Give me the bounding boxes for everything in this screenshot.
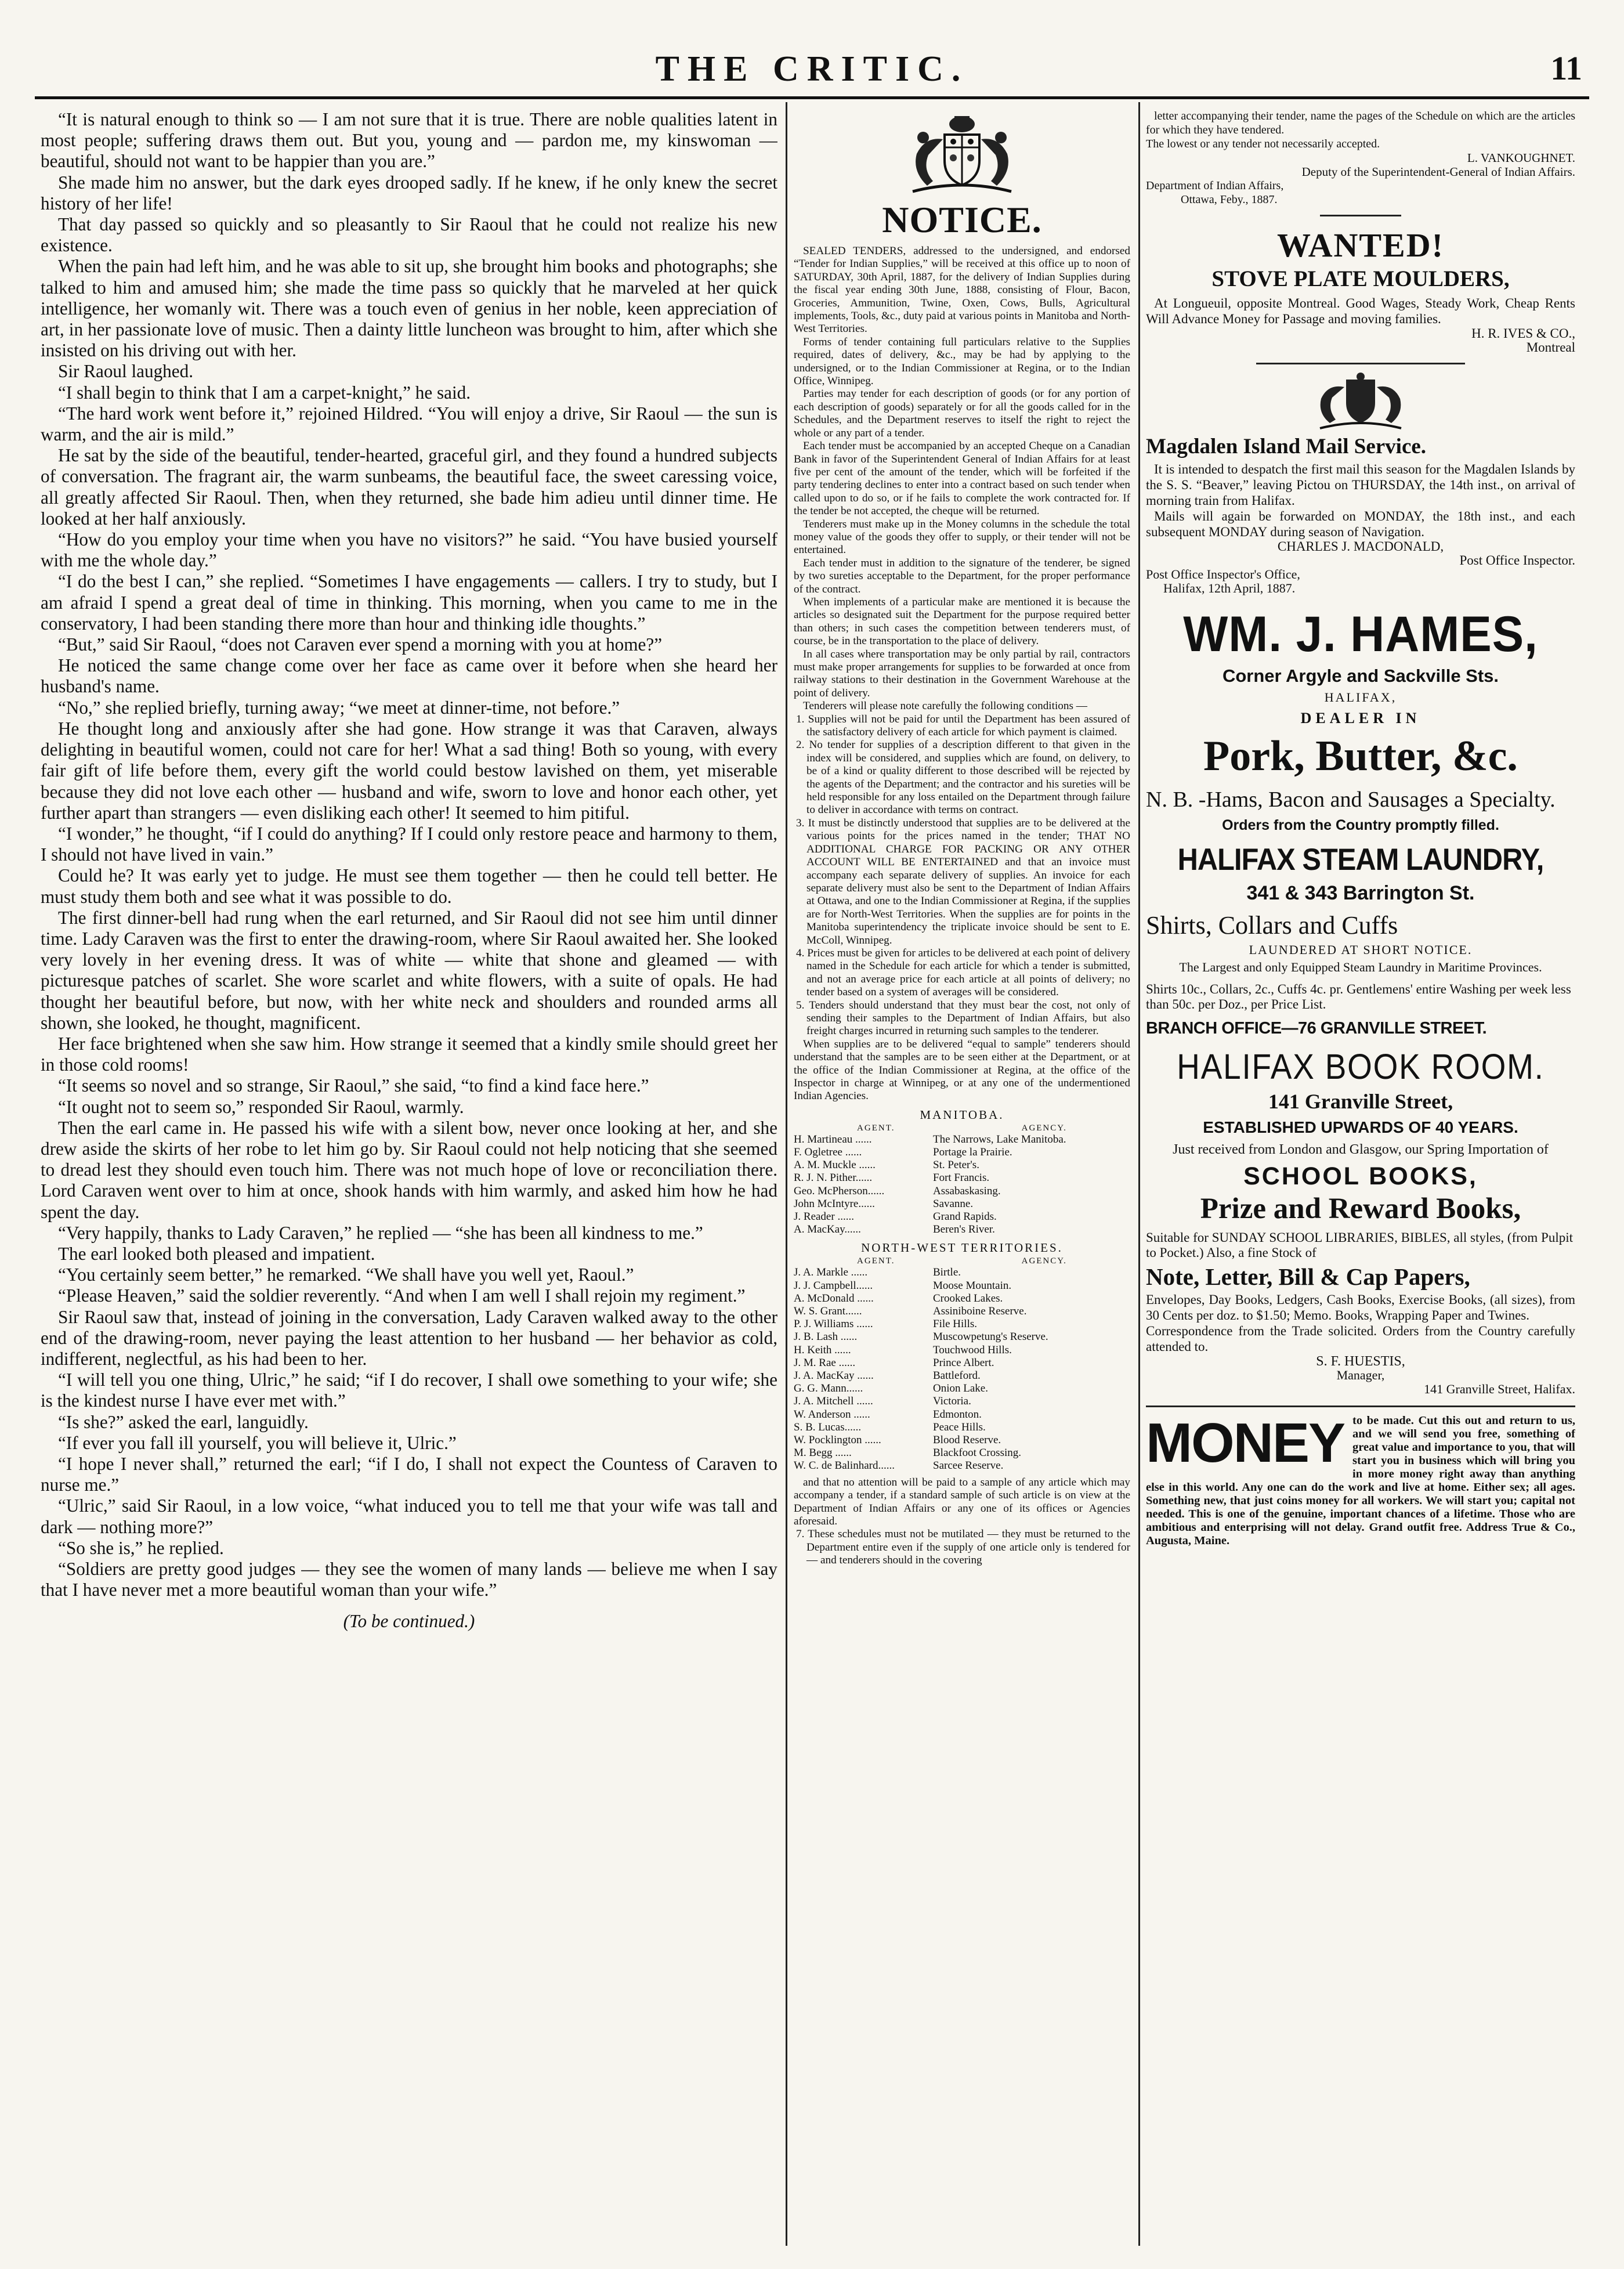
agent-row <box>794 1292 1130 1305</box>
agency-name: Portage la Prairie. <box>933 1146 1012 1159</box>
agency-name: Prince Albert. <box>933 1356 994 1369</box>
bookroom-address: 141 Granville Street, <box>1268 1090 1453 1113</box>
notice-signature-title: Deputy of the Superintendent-General of Indian Affairs. <box>1301 165 1575 179</box>
notice-condition: 4. Prices must be given for articles to be delivered at each point of delivery named in the Schedule for each article for which a tender is submitted, and not an average price for each article at all points of delivery; no tender based on a system of averages will be considered. <box>796 946 1130 999</box>
page-header <box>35 45 1589 97</box>
agent-row <box>794 1185 1130 1198</box>
story-paragraph: When the pain had left him, and he was able to sit up, she brought him books and photographs; she talked to him and amused him; she made the time pass so quickly that he marveled at her quick intelligence, her womanly wit. There was a touch even of genius in her noble, keen appreciation of art, in her passionate love of music. Then a dainty little luncheon was brought to him, after which she insisted on his driving out with her. <box>41 256 777 361</box>
agent-row <box>794 1159 1130 1172</box>
laundry-address: 341 & 343 Barrington St. <box>1246 882 1475 904</box>
story-column <box>41 109 777 2234</box>
agency-name: Assiniboine Reserve. <box>933 1305 1027 1318</box>
bookroom-signature-title: Manager, <box>1336 1368 1385 1382</box>
bookroom-signature-address: 141 Granville Street, Halifax. <box>1424 1382 1575 1396</box>
laundry-largest: The Largest and only Equipped Steam Laundry in Maritime Provinces. <box>1179 960 1542 974</box>
notice-paragraph: Tenderers must make up in the Money columns in the schedule the total money value of the goods they offer to supply, or their tender will not be entertained. <box>794 518 1130 557</box>
agency-name: Beren's River. <box>933 1223 995 1236</box>
story-paragraph: He thought long and anxiously after she had gone. How strange it was that Caraven, always delighting in beautiful women, could not care for her! What a sad thing! Both so young, with every fair gift of life before them, every gift the world could bestow lavished on them, yet miserable because they did not love each other — husband and wife, sworn to love and honor each other, yet further apart than strangers — even disliking each other! It seemed to him pitiful. <box>41 718 777 823</box>
notice-title: NOTICE. <box>882 199 1042 240</box>
story-paragraph: “So she is,” he replied. <box>58 1537 224 1558</box>
northwest-agents-list <box>794 1266 1130 1472</box>
story-paragraph: Sir Raoul saw that, instead of joining in the conversation, Lady Caraven walked away to the other end of the drawing-room, never paying the least attention to her husband — her behavior as cold, indifferent, neglectful, as his had been to her. <box>41 1306 777 1369</box>
agent-row <box>794 1370 1130 1382</box>
money-text: to be made. Cut this out and return to us, and we will send you free, something of great value and importance to you, that will start you in business which will bring you in more money right away than anything else in this world. Any one can do the work and live at home. Either sex; all ages. Something new, that just coins money for all workers. We will start you; capital not needed. This is one of the genuine, important chances of a lifetime. Those who are ambitious and enterprising will not delay. Grand outfit free. Address True & Co., Augusta, Maine. <box>1146 1414 1575 1547</box>
dept-line: Department of Indian Affairs, <box>1146 179 1284 192</box>
bookroom-school-books: SCHOOL BOOKS, <box>1243 1162 1478 1190</box>
agent-header: AGENT. <box>857 1256 895 1266</box>
wanted-body: At Longueuil, opposite Montreal. Good Wages, Steady Work, Cheap Rents Will Advance Money for Passage and moving families. <box>1146 296 1575 326</box>
column-rule-1 <box>786 102 787 2246</box>
agency-name: Battleford. <box>933 1370 981 1382</box>
story-paragraph: She made him no answer, but the dark eyes drooped sadly. If he knew, if he only knew the secret history of her life! <box>41 172 777 214</box>
agent-name: A. McDonald ...... <box>794 1292 874 1305</box>
story-paragraph: That day passed so quickly and so pleasantly to Sir Raoul that he could not realize his new existence. <box>41 214 777 256</box>
mail-signature: CHARLES J. MACDONALD, <box>1277 539 1444 554</box>
bookroom-prize: Prize and Reward Books, <box>1200 1193 1521 1225</box>
notice-paragraph: When implements of a particular make are mentioned it is because the articles so designated suit the Department for the purpose required better than others; in such cases the competition between tenderers must, of course, be in the transportation to the place of delivery. <box>794 595 1130 648</box>
agency-name: Sarcee Reserve. <box>933 1459 1004 1472</box>
agent-row <box>794 1408 1130 1421</box>
story-paragraph: Could he? It was early yet to judge. He must see them together — then he could tell better. He must study them both and see what it was possible to do. <box>41 865 777 907</box>
agency-name: St. Peter's. <box>933 1159 979 1172</box>
agent-row <box>794 1382 1130 1395</box>
notice-paragraph: Forms of tender containing full particulars relative to the Supplies required, dates of delivery, &c., may be had by applying to the undersigned, or to the Indian Commissioner at Regina, or to the Indian Office, Winnipeg. <box>794 335 1130 388</box>
header-rule <box>35 96 1589 99</box>
bookroom-signature: S. F. HUESTIS, <box>1316 1354 1405 1369</box>
divider <box>1320 215 1401 216</box>
notice-after-conditions: When supplies are to be delivered “equal to sample” tenderers should understand that the samples are to be seen either at the Department, or at the office of the Indian Commissioner at Regina, at the office of the Inspector in charge at Winnipeg, or at any one of the undermentioned Indian Agencies. <box>794 1038 1130 1103</box>
story-paragraph: “Ulric,” said Sir Raoul, in a low voice, “what induced you to tell me that your wife was tall and dark — nothing more?” <box>41 1495 777 1537</box>
agent-name: F. Ogletree ...... <box>794 1146 862 1159</box>
agent-name: M. Begg ...... <box>794 1447 852 1459</box>
notice-closing-paragraph: and that no attention will be paid to a sample of any article which may accompany a tender, if a standard sample of such article is on view at the Department of Indian Affairs or any one of its offices or Agencies aforesaid. <box>794 1476 1130 1527</box>
laundry-short-notice: LAUNDERED AT SHORT NOTICE. <box>1249 942 1473 957</box>
agent-row <box>794 1198 1130 1211</box>
hames-corner: Corner Argyle and Sackville Sts. <box>1222 666 1499 686</box>
agent-name: S. B. Lucas...... <box>794 1421 862 1433</box>
notice-paragraph: Each tender must in addition to the signature of the tenderer, be signed by two sureties acceptable to the Department, for the proper performance of the contract. <box>794 557 1130 595</box>
agent-row <box>794 1305 1130 1318</box>
notice-condition: 5. Tenders should understand that they must bear the cost, not only of sending their samples to the Department of Indian Affairs, but also freight charges incurred in returning such samples to the tenderer. <box>796 999 1130 1038</box>
notice-condition: 2. No tender for supplies of a description different to that given in the index will be considered, and supplies which are found, on delivery, to be of a kind or quality different to those described will be rejected by the agents of the Department; and the contractor and his sureties will be held responsible for any loss entailed on the Department through failure to deliver in accordance with terms on contract. <box>796 739 1130 816</box>
page-number: 11 <box>1550 49 1582 87</box>
agency-name: Edmonton. <box>933 1408 982 1421</box>
agent-name: H. Martineau ...... <box>794 1133 872 1146</box>
wanted-signature: H. R. IVES & CO., <box>1471 326 1575 341</box>
agent-row <box>794 1459 1130 1472</box>
agent-row <box>794 1344 1130 1357</box>
agent-name: A. MacKay...... <box>794 1223 861 1236</box>
agent-name: H. Keith ...... <box>794 1343 851 1356</box>
agent-name: J. B. Lash ...... <box>794 1331 858 1343</box>
story-paragraph: “Please Heaven,” said the soldier reverently. “And when I am well I shall rejoin my regiment.” <box>58 1285 746 1306</box>
story-paragraph: “I wonder,” he thought, “if I could do anything? If I could only restore peace and harmony to them, I should not have lived in vain.” <box>41 823 777 865</box>
agent-row <box>794 1318 1130 1331</box>
agent-header: AGENT. <box>857 1123 895 1133</box>
agent-name: G. G. Mann...... <box>794 1382 863 1395</box>
northwest-heading: NORTH-WEST TERRITORIES. <box>861 1241 1063 1255</box>
laundry-name: HALIFAX STEAM LAUNDRY, <box>1177 843 1544 877</box>
agency-name: Onion Lake. <box>933 1382 988 1395</box>
hames-city: HALIFAX, <box>1324 690 1397 704</box>
story-paragraph: “You certainly seem better,” he remarked. “We shall have you well yet, Raoul.” <box>58 1264 634 1285</box>
agent-name: J. J. Campbell...... <box>794 1279 873 1292</box>
manitoba-agents-list <box>794 1133 1130 1237</box>
notice-conditions <box>794 713 1130 1038</box>
mail-office: Post Office Inspector's Office, <box>1146 567 1300 581</box>
agency-name: The Narrows, Lake Manitoba. <box>933 1133 1066 1146</box>
agent-name: W. C. de Balinhard...... <box>794 1459 895 1472</box>
advertisements-column <box>1146 109 1575 2246</box>
agency-name: Assabaskasing. <box>933 1184 1001 1197</box>
agency-name: Moose Mountain. <box>933 1279 1012 1292</box>
wanted-signature-place: Montreal <box>1526 340 1575 355</box>
agent-name: Geo. McPherson...... <box>794 1184 885 1197</box>
notice-paragraph: SEALED TENDERS, addressed to the undersigned, and endorsed “Tender for Indian Supplies,” will be received at this office up to noon of SATURDAY, 30th April, 1887, for the delivery of Indian Supplies during the fiscal year ending 30th June, 1888, consisting of Flour, Bacon, Groceries, Ammunition, Twine, Oxen, Cows, Bulls, Agricultural implements, Tools, &c., duty paid at various points in Manitoba and North-West Territories. <box>794 245 1130 335</box>
bookroom-papers: Note, Letter, Bill & Cap Papers, <box>1146 1263 1470 1290</box>
story-paragraph: “It is natural enough to think so — I am not sure that it is true. There are noble qualities latent in most people; suffering draws them out. But you, young and — pardon me, my kinswoman — beautiful, should not want to be happier than you are.” <box>41 109 777 172</box>
divider <box>1256 363 1465 364</box>
story-paragraph: Then the earl came in. He passed his wife with a silent bow, never once looking at her, and she drew aside the skirts of her robe to let him go by. Sir Raoul could not help noticing that she seemed to dread lest they should even touch him. There was not much hope of love or reconciliation there. Lord Caraven went over to him at once, shook hands with him warmly, and asked him how he had spent the day. <box>41 1117 777 1222</box>
mail-service-p2: Mails will again be forwarded on MONDAY, the 18th inst., and each subsequent MONDAY during season of Navigation. <box>1146 509 1575 539</box>
notice-condition: 1. Supplies will not be paid for until the Department has been assured of the satisfactory delivery of each article for which payment is claimed. <box>796 713 1130 739</box>
bookroom-name: HALIFAX BOOK ROOM. <box>1177 1047 1545 1086</box>
story-paragraph: The earl looked both pleased and impatient. <box>58 1243 375 1264</box>
agency-name: File Hills. <box>933 1318 978 1331</box>
agency-header: AGENCY. <box>1021 1123 1067 1133</box>
story-paragraph: “If ever you fall ill yourself, you will believe it, Ulric.” <box>58 1432 457 1453</box>
mail-signature-title: Post Office Inspector. <box>1459 553 1575 568</box>
agent-name: R. J. N. Pither...... <box>794 1172 873 1184</box>
to-be-continued: (To be continued.) <box>343 1611 475 1632</box>
lowest-tender-note: The lowest or any tender not necessarily accepted. <box>1146 138 1380 150</box>
mail-date: Halifax, 12th April, 1887. <box>1163 581 1296 595</box>
notice-closing-paragraph: 7. These schedules must not be mutilated — they must be returned to the Department entire even if the supply of one article only is tendered for — and tenderers should in the covering <box>796 1528 1130 1567</box>
notice-paragraph: Tenderers will please note carefully the following conditions — <box>803 700 1087 713</box>
story-paragraph: He noticed the same change come over her face as came over it before when she heard her husband's name. <box>41 655 777 697</box>
coat-of-arms-icon <box>889 111 1035 198</box>
agent-row <box>794 1421 1130 1434</box>
notice-closing <box>794 1476 1130 1567</box>
story-paragraph: “No,” she replied briefly, turning away; “we meet at dinner-time, not before.” <box>58 697 620 718</box>
notice-continuation: letter accompanying their tender, name the pages of the Schedule on which are the articles for which they have tendered. <box>1146 110 1575 136</box>
story-paragraph: Sir Raoul laughed. <box>58 361 194 382</box>
story-paragraph: “It seems so novel and so strange, Sir Raoul,” she said, “to find a kind face here.” <box>58 1075 649 1096</box>
money-heading: MONEY <box>1146 1412 1345 1474</box>
agent-name: J. A. Mitchell ...... <box>794 1395 873 1408</box>
agent-row <box>794 1133 1130 1146</box>
agent-row <box>794 1447 1130 1459</box>
agent-name: W. S. Grant...... <box>794 1305 862 1318</box>
story-paragraph: Her face brightened when she saw him. How strange it seemed that a kindly smile should greet her in those cold rooms! <box>41 1033 777 1075</box>
laundry-prices: Shirts 10c., Collars, 2c., Cuffs 4c. pr. Gentlemens' entire Washing per week less than 50c. per Doz., per Price List. <box>1146 982 1571 1011</box>
story-paragraph: “I do the best I can,” she replied. “Sometimes I have engagements — callers. I try to study, but I am afraid I spend a great deal of time in thinking. This morning, when you came to me in the conservatory, I had been standing there more than hour and thinking idle thoughts.” <box>41 571 777 634</box>
agent-row <box>794 1331 1130 1343</box>
agency-name: Peace Hills. <box>933 1421 986 1433</box>
story-paragraph: He sat by the side of the beautiful, tender-hearted, graceful girl, and they found a hundred subjects of conversation. The fragrant air, the warm sunbeams, the beautiful face, the sweet caressing voice, all greatly affected Sir Raoul. Then, when they returned, she bade him adieu until dinner time. He looked at her half anxiously. <box>41 445 777 529</box>
agent-name: A. M. Muckle ...... <box>794 1159 876 1172</box>
notice-paragraph: Each tender must be accompanied by an accepted Cheque on a Canadian Bank in favor of the Superintendent General of Indian Affairs for at least five per cent of the amount of the tender, which will be forfeited if the party tendering declines to enter into a contract based on such tender when called upon to do so, or if he fails to complete the work contracted for. If the tender be not accepted, the cheque will be returned. <box>794 440 1130 518</box>
agent-name: P. J. Williams ...... <box>794 1318 873 1331</box>
story-paragraph: “Very happily, thanks to Lady Caraven,” he replied — “she has been all kindness to me.” <box>58 1222 703 1243</box>
mail-service-p1: It is intended to despatch the first mail this season for the Magdalen Islands by the S. S. “Beaver,” leaving Pictou on THURSDAY, the 14th inst., on arrival of morning train from Halifax. <box>1146 462 1575 508</box>
royal-arms-icon <box>1303 373 1419 431</box>
wanted-subtitle: STOVE PLATE MOULDERS, <box>1211 266 1510 291</box>
agent-row <box>794 1395 1130 1408</box>
agency-name: Touchwood Hills. <box>933 1343 1012 1356</box>
agent-name: J. M. Rae ...... <box>794 1356 856 1369</box>
notice-signature: L. VANKOUGHNET. <box>1467 151 1575 165</box>
bookroom-correspondence: Correspondence from the Trade solicited. Orders from the Country carefully attended to. <box>1146 1324 1575 1354</box>
agent-row <box>794 1266 1130 1279</box>
story-paragraph: “It ought not to seem so,” responded Sir Raoul, warmly. <box>58 1096 464 1117</box>
story-paragraph: “But,” said Sir Raoul, “does not Caraven ever spend a morning with you at home?” <box>58 634 663 655</box>
story-paragraph: “Soldiers are pretty good judges — they see the women of many lands — believe me when I say that I have never met a more beautiful woman than your wife.” <box>41 1559 777 1600</box>
agency-name: Muscowpetung's Reserve. <box>933 1331 1048 1343</box>
bookroom-established: ESTABLISHED UPWARDS OF 40 YEARS. <box>1203 1118 1518 1136</box>
agency-name: Victoria. <box>933 1395 971 1408</box>
agency-name: Birtle. <box>933 1266 961 1279</box>
wanted-heading: WANTED! <box>1277 226 1444 264</box>
money-ad <box>1146 1406 1575 1548</box>
notice-body <box>794 245 1130 713</box>
agent-row <box>794 1146 1130 1159</box>
story-paragraph: The first dinner-bell had rung when the earl returned, and Sir Raoul did not see him until dinner time. Lady Caraven was the first to enter the drawing-room, where Sir Raoul awaited her. She looked very lovely in her evening dress. It was of white — white that shone and gleamed — with picturesque patches of scarlet. She wore scarlet and white flowers, with a suite of opals. He had thought her beautiful before, but now, with her white neck and shoulders and rounded arms all shown, she looked, he thought, magnificent. <box>41 907 777 1033</box>
dept-place: Ottawa, Feby., 1887. <box>1181 193 1278 206</box>
agency-name: Blood Reserve. <box>933 1434 1001 1447</box>
agent-name: W. Anderson ...... <box>794 1408 870 1421</box>
agency-header: AGENCY. <box>1021 1256 1067 1266</box>
agent-row <box>794 1357 1130 1370</box>
bookroom-suitable: Suitable for SUNDAY SCHOOL LIBRARIES, BIBLES, all styles, (from Pulpit to Pocket.) Also, a fine Stock of <box>1146 1230 1574 1260</box>
agent-name: W. Pocklington ...... <box>794 1434 881 1447</box>
agency-name: Fort Francis. <box>933 1172 990 1184</box>
hames-pork: Pork, Butter, &c. <box>1203 732 1518 780</box>
bookroom-envelopes: Envelopes, Day Books, Ledgers, Cash Books, Exercise Books, (all sizes), from 30 Cents per doz. to $1.50; Memo. Books, Wrapping Paper and Twines. <box>1146 1292 1575 1323</box>
agency-name: Grand Rapids. <box>933 1211 997 1223</box>
agent-name: John McIntyre...... <box>794 1197 875 1210</box>
story-paragraph: “I hope I never shall,” returned the earl; “if I do, I shall not expect the Countess of Caraven to nurse me.” <box>41 1454 777 1495</box>
story-paragraph: “I shall begin to think that I am a carpet-knight,” he said. <box>58 382 471 403</box>
story-paragraph: “How do you employ your time when you have no visitors?” he said. “You have busied yourself with me the whole day.” <box>41 529 777 571</box>
agent-name: J. Reader ...... <box>794 1211 854 1223</box>
agency-name: Crooked Lakes. <box>933 1292 1003 1305</box>
manitoba-heading: MANITOBA. <box>920 1107 1004 1122</box>
hames-orders: Orders from the Country promptly filled. <box>1222 817 1499 833</box>
agent-row <box>794 1172 1130 1184</box>
agency-name: Savanne. <box>933 1197 974 1210</box>
story-paragraph: “The hard work went before it,” rejoined Hildred. “You will enjoy a drive, Sir Raoul — the sun is warm, and the air is mild.” <box>41 403 777 445</box>
agent-row <box>794 1280 1130 1292</box>
agency-name: Blackfoot Crossing. <box>933 1447 1021 1459</box>
hames-nb: N. B. -Hams, Bacon and Sausages a Specialty. <box>1146 787 1556 812</box>
agent-name: J. A. Markle ...... <box>794 1266 868 1279</box>
northwest-column-headers <box>794 1256 1130 1266</box>
mail-service-heading: Magdalen Island Mail Service. <box>1146 435 1427 458</box>
masthead-title: THE CRITIC. <box>655 49 969 89</box>
manitoba-column-headers <box>794 1123 1130 1133</box>
story-paragraph: “Is she?” asked the earl, languidly. <box>58 1411 309 1432</box>
laundry-shirts: Shirts, Collars and Cuffs <box>1146 911 1398 940</box>
bookroom-received: Just received from London and Glasgow, our Spring Importation of <box>1173 1142 1549 1157</box>
notice-condition: 3. It must be distinctly understood that supplies are to be delivered at the various points for the prices named in the tender; THAT NO ADDITIONAL CHARGE FOR PACKING OR ANY OTHER ACCOUNT WILL BE ENTERTAINED and that an invoice must accompany each separate delivery of supplies. An invoice for each separate delivery must also be sent to the Department of Indian Affairs at Ottawa, and one to the Indian Commissioner at Regina, if the supplies are for North-West Territories. When the supplies are for points in the Manitoba superintendency the triplicate invoice should be sent to E. McColl, Winnipeg. <box>796 816 1130 946</box>
agent-row <box>794 1211 1130 1223</box>
notice-paragraph: Parties may tender for each description of goods (or for any portion of each description of goods) separately or for all the goods called for in the Schedules, and the Department reserves to itself the right to reject the whole or any part of a tender. <box>794 388 1130 439</box>
agent-name: J. A. MacKay ...... <box>794 1370 874 1382</box>
hames-name: WM. J. HAMES, <box>1183 606 1538 662</box>
story-paragraph: “I will tell you one thing, Ulric,” he said; “if I do recover, I shall owe something to your wife; she is the kindest nurse I have ever met with.” <box>41 1370 777 1411</box>
agent-row <box>794 1223 1130 1236</box>
agent-row <box>794 1434 1130 1447</box>
notice-paragraph: In all cases where transportation may be only partial by rail, contractors must make proper arrangements for supplies to be forwarded at once from railway stations to their destination in the Government Warehouse at the point of delivery. <box>794 648 1130 699</box>
column-rule-2 <box>1138 102 1140 2246</box>
hames-dealer: DEALER IN <box>1300 710 1421 727</box>
notice-column <box>794 109 1130 2246</box>
laundry-branch: BRANCH OFFICE—76 GRANVILLE STREET. <box>1146 1019 1487 1038</box>
story-text <box>41 109 777 1600</box>
